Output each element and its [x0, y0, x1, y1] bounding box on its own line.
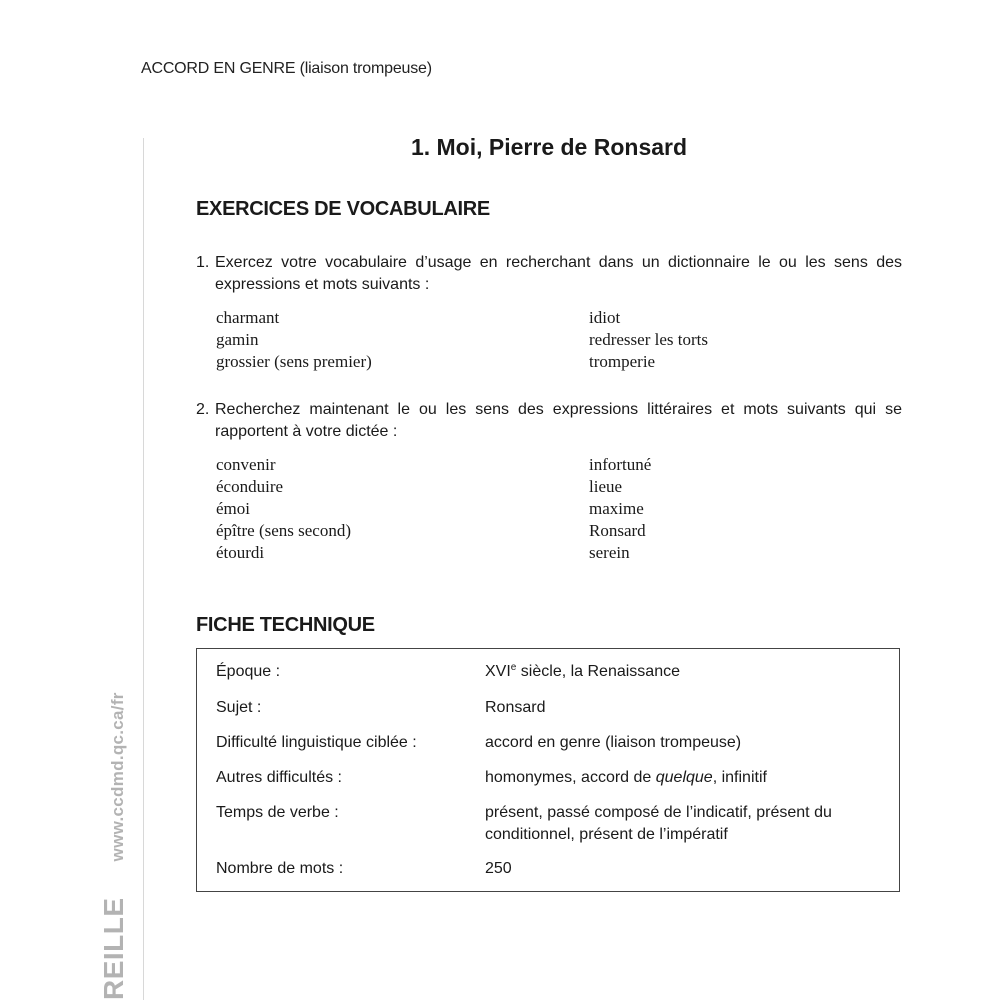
fiche-value [485, 767, 885, 789]
value-emphasis: quelque [655, 769, 713, 786]
fiche-box [196, 648, 900, 892]
fiche-label: Nombre de mots : [216, 860, 344, 877]
word-item: lieue [589, 477, 623, 496]
fiche-label: Difficulté linguistique ciblée : [216, 734, 417, 751]
exercise-number: 1. [196, 254, 210, 271]
word-item: éconduire [216, 477, 284, 496]
word-item: redresser les torts [589, 330, 708, 349]
running-head: ACCORD EN GENRE (liaison trompeuse) [141, 60, 432, 77]
word-item: émoi [216, 499, 250, 518]
word-item: étourdi [216, 543, 265, 562]
fiche-label: Autres difficultés : [216, 769, 342, 786]
exercise-2 [196, 399, 902, 443]
superscript: e [510, 662, 517, 673]
fiche-label: Temps de verbe : [216, 804, 339, 821]
value-prefix: homonymes, accord de [485, 769, 656, 786]
vocab-heading: EXERCICES DE VOCABULAIRE [196, 198, 490, 220]
word-item: serein [589, 543, 630, 562]
side-brand-text: REILLE [98, 897, 129, 1000]
fiche-heading: FICHE TECHNIQUE [196, 614, 375, 636]
fiche-label: Époque : [216, 663, 281, 680]
word-item: gamin [216, 330, 259, 349]
word-item: grossier (sens premier) [216, 352, 372, 371]
margin-rule [143, 138, 144, 1000]
fiche-value [485, 661, 885, 683]
word-item: infortuné [589, 455, 652, 474]
word-item: Ronsard [589, 521, 646, 540]
fiche-label: Sujet : [216, 699, 262, 716]
value-prefix: XVI [485, 663, 511, 680]
fiche-value: Ronsard [485, 699, 546, 716]
exercise-number: 2. [196, 401, 210, 418]
word-item: idiot [589, 308, 621, 327]
exercise-1 [196, 252, 902, 296]
word-item: tromperie [589, 352, 656, 371]
word-item: charmant [216, 308, 280, 327]
side-url-text: www.ccdmd.qc.ca/fr [108, 692, 127, 862]
exercise-instructions: Recherchez maintenant le ou les sens des expressions littéraires et mots suivants qui se rapportent à votre dictée : [215, 401, 902, 440]
word-item: épître (sens second) [216, 521, 352, 540]
fiche-value: accord en genre (liaison trompeuse) [485, 734, 742, 751]
word-item: convenir [216, 455, 276, 474]
word-item: maxime [589, 499, 644, 518]
value-text: siècle, la Renaissance [516, 663, 680, 680]
fiche-value: présent, passé composé de l’indicatif, présent du conditionnel, présent de l’impératif [485, 804, 832, 843]
value-text: , infinitif [712, 769, 767, 786]
page-title: 1. Moi, Pierre de Ronsard [410, 134, 688, 160]
word-list-2 [216, 454, 916, 564]
word-list-1 [216, 307, 916, 373]
fiche-value: 250 [485, 860, 512, 877]
exercise-instructions: Exercez votre vocabulaire d’usage en recherchant dans un dictionnaire le ou les sens des expressions et mots suivants : [215, 254, 902, 293]
